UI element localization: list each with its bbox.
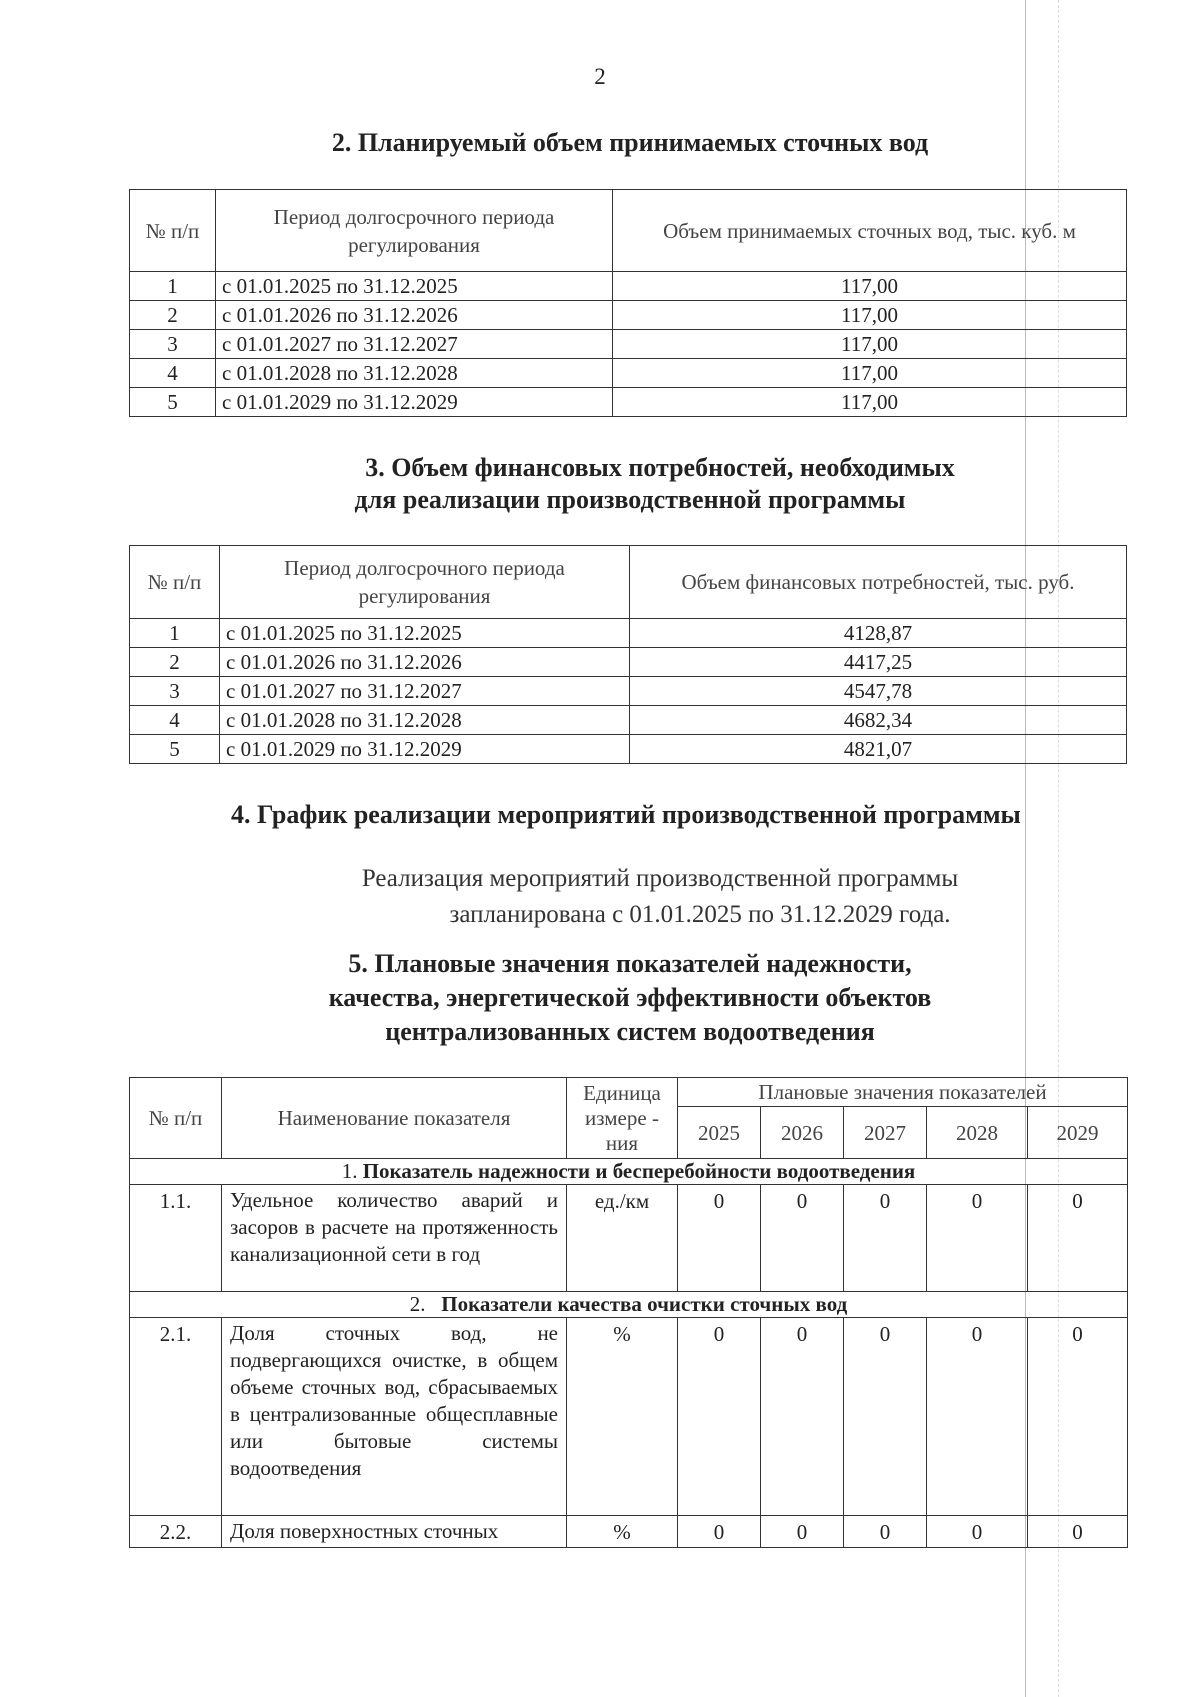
section4-title: 4. График реализации мероприятий производственной программы [231,800,1021,829]
row-unit: % [567,1516,678,1548]
row-num: 1.1. [130,1185,222,1292]
row-value: 4547,78 [630,677,1127,706]
row-value: 4417,25 [630,648,1127,677]
row-num: 1 [130,619,220,648]
col-header-name: Наименование показателя [222,1078,567,1159]
col-header-num: № п/п [130,1078,222,1159]
row-value: 4682,34 [630,706,1127,735]
group-header-2 [130,1292,1128,1318]
row-name: Доля поверхностных сточных [222,1516,567,1548]
col-header-period: Период долгосрочного периода регулирования [216,190,613,272]
row-period: с 01.01.2027 по 31.12.2027 [216,330,613,359]
col-header-plan: Плановые значения показателей [678,1078,1128,1107]
row-value: 0 [761,1318,844,1516]
section5-table [129,1077,1128,1548]
table-row [130,735,1127,764]
row-num: 2 [130,648,220,677]
row-num: 4 [130,359,216,388]
col-header-year: 2027 [844,1107,927,1159]
row-num: 2.2. [130,1516,222,1548]
table-row [130,388,1127,417]
table-row [130,1516,1128,1548]
row-value: 117,00 [613,301,1127,330]
table-row [130,1185,1128,1292]
group-title: Показатель надежности и бесперебойности водоотведения [362,1159,916,1183]
section5-title-line3: централизованных систем водоотведения [385,1017,875,1046]
row-value: 117,00 [613,359,1127,388]
table-row [130,359,1127,388]
group-title: Показатели качества очистки сточных вод [441,1292,848,1316]
row-value: 117,00 [613,330,1127,359]
section3-title-line1: 3. Объем финансовых потребностей, необходимых [365,453,955,482]
section3-table [129,545,1127,764]
row-num: 2.1. [130,1318,222,1516]
row-value: 0 [844,1318,927,1516]
table-row [130,648,1127,677]
table-row [130,301,1127,330]
row-value: 0 [1028,1318,1128,1516]
section4-text-line1: Реализация мероприятий производственной программы [361,865,959,892]
section5-title-line1: 5. Плановые значения показателей надежности, [348,949,912,978]
row-period: с 01.01.2025 по 31.12.2025 [216,272,613,301]
table-row [130,619,1127,648]
col-header-year: 2029 [1028,1107,1128,1159]
row-period: с 01.01.2029 по 31.12.2029 [220,735,630,764]
page-number: 2 [594,64,606,89]
group-row [130,1292,1128,1318]
row-value: 0 [1028,1185,1128,1292]
table-row [130,330,1127,359]
row-num: 4 [130,706,220,735]
row-value: 0 [927,1516,1028,1548]
row-period: с 01.01.2029 по 31.12.2029 [216,388,613,417]
row-value: 0 [761,1185,844,1292]
row-period: с 01.01.2026 по 31.12.2026 [216,301,613,330]
table-row [130,706,1127,735]
row-num: 3 [130,677,220,706]
col-header-year: 2028 [927,1107,1028,1159]
table-row [130,677,1127,706]
row-name: Доля сточных вод, не подвергающихся очистке, в общем объеме сточных вод, сбрасываемых в централизованные общесплавные или бытовые системы водоотведения [222,1318,567,1516]
row-value: 4821,07 [630,735,1127,764]
col-header-finance: Объем финансовых потребностей, тыс. руб. [630,546,1127,619]
row-value: 0 [927,1185,1028,1292]
row-value: 0 [844,1185,927,1292]
row-value: 0 [678,1185,761,1292]
row-num: 3 [130,330,216,359]
row-unit: % [567,1318,678,1516]
row-value: 117,00 [613,388,1127,417]
col-header-year: 2025 [678,1107,761,1159]
table-row [130,1318,1128,1516]
col-header-period: Период долгосрочного периода регулирования [220,546,630,619]
row-value: 0 [678,1516,761,1548]
row-num: 5 [130,388,216,417]
row-value: 4128,87 [630,619,1127,648]
row-num: 1 [130,272,216,301]
row-value: 0 [844,1516,927,1548]
row-value: 0 [678,1318,761,1516]
row-period: с 01.01.2026 по 31.12.2026 [220,648,630,677]
row-value: 0 [1028,1516,1128,1548]
row-period: с 01.01.2025 по 31.12.2025 [220,619,630,648]
row-period: с 01.01.2027 по 31.12.2027 [220,677,630,706]
row-num: 5 [130,735,220,764]
row-value: 117,00 [613,272,1127,301]
col-header-num: № п/п [130,546,220,619]
col-header-year: 2026 [761,1107,844,1159]
row-period: с 01.01.2028 по 31.12.2028 [220,706,630,735]
group-number: 1. [341,1159,358,1183]
row-num: 2 [130,301,216,330]
row-period: с 01.01.2028 по 31.12.2028 [216,359,613,388]
col-header-volume: Объем принимаемых сточных вод, тыс. куб. м [613,190,1127,272]
group-number: 2. [409,1292,426,1316]
col-header-unit: Единица измере - ния [567,1078,678,1159]
section2-table [129,189,1127,417]
table-row [130,272,1127,301]
row-value: 0 [761,1516,844,1548]
col-header-num: № п/п [130,190,216,272]
group-row [130,1159,1128,1185]
group-header-1 [130,1159,1128,1185]
section2-title: 2. Планируемый объем принимаемых сточных вод [331,128,929,157]
section3-title-line2: для реализации производственной программы [354,485,906,514]
row-unit: ед./км [567,1185,678,1292]
section4-text-line2: запланирована с 01.01.2025 по 31.12.2029 года. [449,901,951,928]
row-name: Удельное количество аварий и засоров в расчете на протяженность канализационной сети в год [222,1185,567,1292]
section5-title-line2: качества, энергетической эффективности объектов [328,983,932,1012]
row-value: 0 [927,1318,1028,1516]
